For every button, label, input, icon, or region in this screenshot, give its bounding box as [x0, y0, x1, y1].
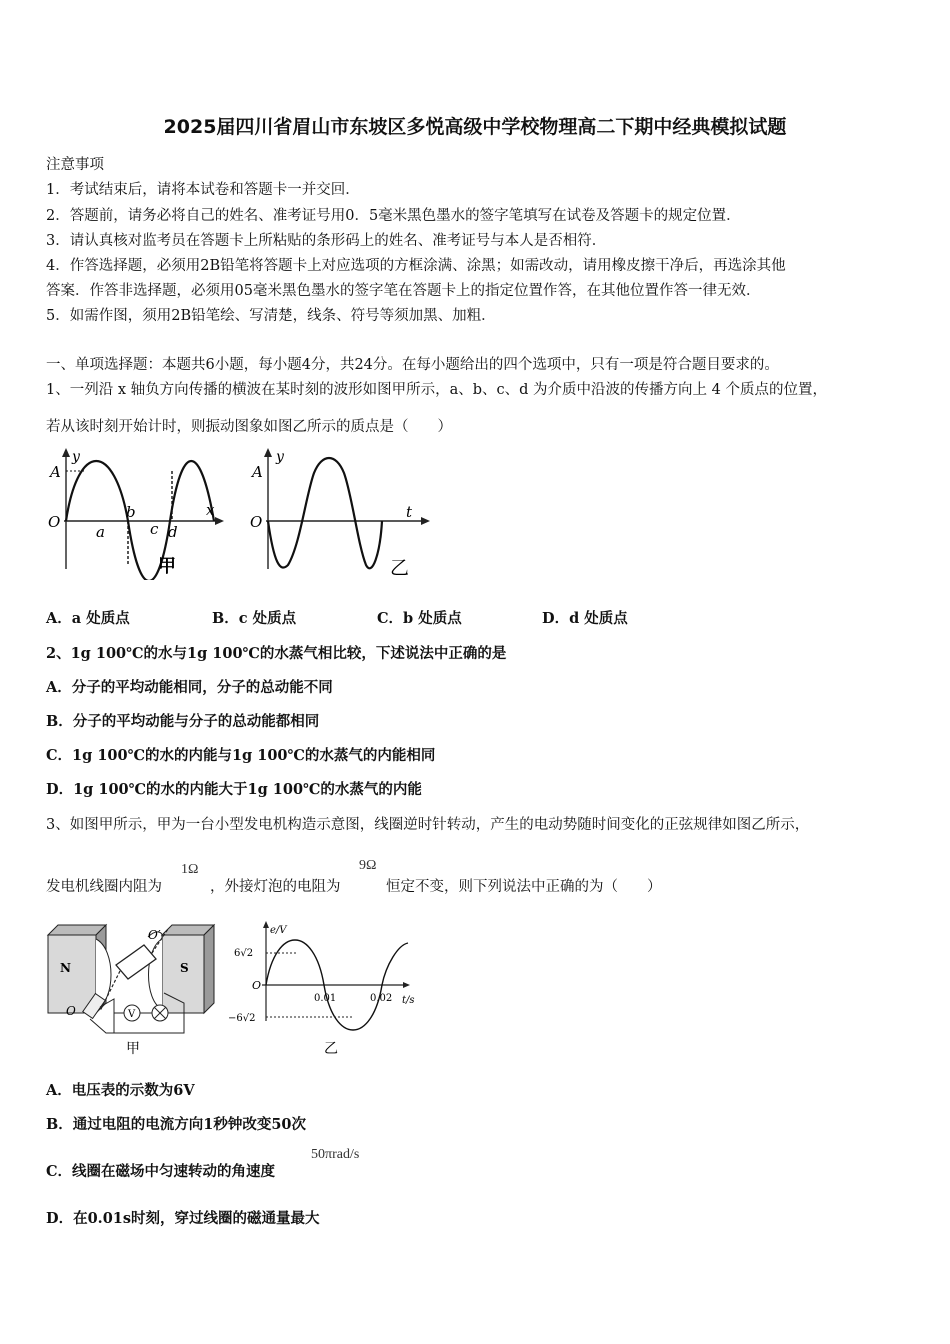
y-axis-label: e/V [270, 925, 287, 936]
q3-resistance-coil: 1Ω [181, 862, 199, 877]
q3-stem-line2c: 恒定不变，则下列说法中正确的为（ ） [386, 879, 662, 895]
q3-stem-line2b: ，外接灯泡的电阻为 [210, 879, 341, 895]
notice-item: 2．答题前，请务必将自己的姓名、准考证号用0．5毫米黑色墨水的签字笔填写在试卷及答题卡的规定位置． [46, 208, 741, 224]
q3-stem-line2a: 发电机线圈内阻为 [46, 879, 162, 895]
magnet-s-label: S [180, 961, 189, 975]
t-tick-1: 0.01 [314, 993, 337, 1004]
y-tick-top: 6√2 [234, 948, 254, 959]
origin-label: O [48, 513, 61, 531]
notice-item: 1．考试结束后，请将本试卷和答题卡一并交回． [46, 182, 360, 198]
q1-figure-jia [44, 445, 230, 580]
q2-stem: 2、1g 100℃的水与1g 100℃的水蒸气相比较，下述说法中正确的是 [46, 645, 507, 662]
voltmeter-label: V [128, 1009, 136, 1020]
notice-item: 答案．作答非选择题，必须用05毫米黑色墨水的签字笔在答题卡上的指定位置作答，在其他位置作答一律无效． [46, 283, 761, 299]
q3-option-c[interactable]: C．线圈在磁场中匀速转动的角速度 [46, 1163, 276, 1180]
notice-item: 3．请认真核对监考员在答题卡上所粘贴的条形码上的姓名、准考证号与本人是否相符． [46, 233, 607, 249]
magnet-n-label: N [60, 961, 71, 975]
q3-option-d[interactable]: D．在0.01s时刻，穿过线圈的磁通量最大 [46, 1210, 320, 1227]
origin-label: O [250, 513, 263, 531]
t-tick-2: 0.02 [370, 993, 393, 1004]
q3-figure-generator [44, 915, 224, 1060]
q1-option-c[interactable]: C．b 处质点 [377, 610, 462, 627]
axis-o-label: O [66, 1004, 76, 1018]
q1-option-a[interactable]: A．a 处质点 [46, 610, 130, 627]
point-c: c [150, 520, 159, 538]
y-tick-bottom: −6√2 [228, 1013, 256, 1024]
q1-stem-line1: 1、一列沿 x 轴负方向传播的横波在某时刻的波形如图甲所示，a、b、c、d 为介质中沿波的传播方向上 4 个质点的位置， [46, 382, 827, 398]
origin-label: O [252, 979, 262, 992]
q3-resistance-lamp: 9Ω [359, 858, 377, 873]
q2-option-d[interactable]: D．1g 100℃的水的内能大于1g 100℃的水蒸气的内能 [46, 781, 422, 798]
q1-option-d[interactable]: D．d 处质点 [542, 610, 628, 627]
notice-heading: 注意事项 [46, 157, 104, 173]
q3-stem-line1: 3、如图甲所示，甲为一台小型发电机构造示意图，线圈逆时针转动，产生的电动势随时间变化的正弦规律如图乙所示， [46, 817, 810, 833]
figure-label: 甲 [126, 1041, 140, 1057]
axis-label-y: y [276, 449, 284, 465]
point-a: a [96, 523, 105, 541]
section-heading: 一、单项选择题：本题共6小题，每小题4分，共24分。在每小题给出的四个选项中，只有一项是符合题目要求的。 [46, 357, 779, 373]
axis-label-t: t [406, 503, 413, 521]
notice-item: 4．作答选择题，必须用2B铅笔将答题卡上对应选项的方框涂满、涂黑；如需改动，请用橡皮擦干净后，再选涂其他 [46, 258, 786, 274]
page-title: 2025届四川省眉山市东坡区多悦高级中学校物理高二下期中经典模拟试题 [163, 116, 787, 138]
q3-option-c-value: 50πrad/s [311, 1147, 360, 1162]
q1-figure-yi [248, 445, 438, 580]
q1-stem-line2: 若从该时刻开始计时，则振动图象如图乙所示的质点是（ ） [46, 419, 452, 435]
figure-label: 甲 [158, 556, 176, 577]
notice-item: 5．如需作图，须用2B铅笔绘、写清楚，线条、符号等须加黑、加粗． [46, 308, 496, 324]
q3-figure-emf-graph [224, 915, 424, 1060]
point-b: b [126, 503, 136, 521]
point-d: d [168, 523, 178, 541]
axis-label-y: y [72, 449, 80, 465]
q2-option-a[interactable]: A．分子的平均动能相同，分子的总动能不同 [46, 679, 333, 696]
q2-option-b[interactable]: B．分子的平均动能与分子的总动能都相同 [46, 713, 320, 730]
amplitude-label: A [50, 463, 61, 481]
axis-o-prime-label: O′ [148, 928, 161, 942]
figure-label: 乙 [390, 557, 410, 579]
axis-label-x: x [206, 501, 215, 519]
q2-option-c[interactable]: C．1g 100℃的水的内能与1g 100℃的水蒸气的内能相同 [46, 747, 436, 764]
q3-option-a[interactable]: A．电压表的示数为6V [46, 1082, 195, 1099]
q1-option-b[interactable]: B．c 处质点 [212, 610, 297, 627]
amplitude-label: A [252, 463, 263, 481]
t-axis-label: t/s [402, 995, 415, 1006]
figure-label: 乙 [324, 1041, 338, 1057]
q3-option-b[interactable]: B．通过电阻的电流方向1秒钟改变50次 [46, 1116, 307, 1133]
